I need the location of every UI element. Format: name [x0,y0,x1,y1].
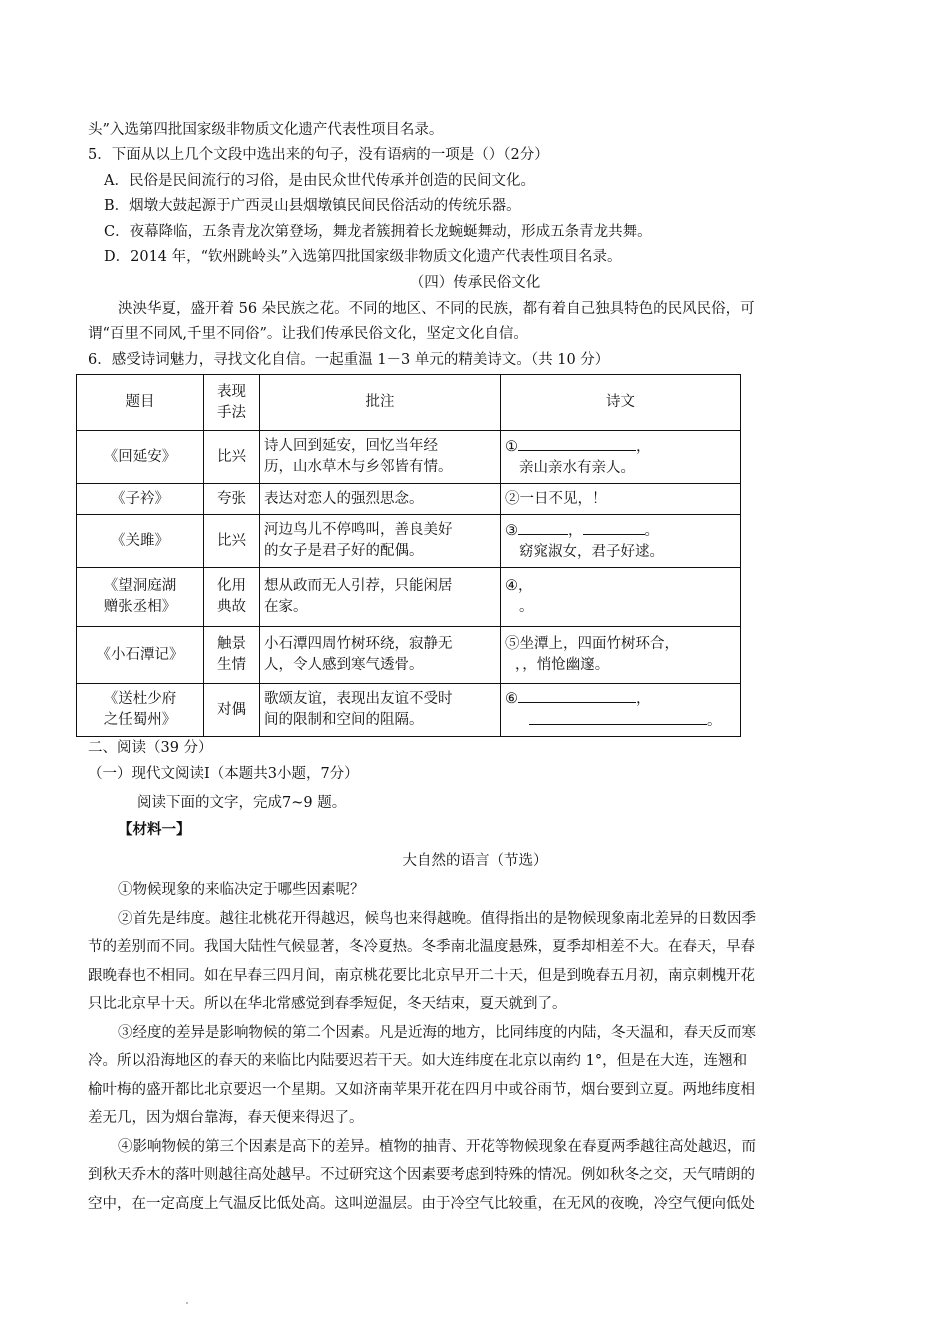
section-4-paragraph-line-2: 谓“百里不同风,千里不同俗”。让我们传承民俗文化，坚定文化自信。 [88,326,528,342]
row-technique: 对偶 [204,684,260,737]
row-title: 《子衿》 [77,484,204,515]
answer-blank[interactable] [529,710,707,725]
row-note: 想从政而无人引荐，只能闲居 在家。 [260,568,501,627]
row-technique: 化用 典故 [204,568,260,627]
row-poem-text: ⑤坐潭上，四面竹树环合， ，，悄怆幽邃。 [501,627,741,684]
article-paragraph-4-line: ④影响物候的第三个因素是高下的差异。植物的抽青、开花等物候现象在春夏两季越往高处越迟，而 [118,1139,756,1155]
table-row [77,431,741,484]
article-paragraph-2-line: ②首先是纬度。越往北桃花开得越迟，候鸟也来得越晚。值得指出的是物候现象南北差异的日数因季 [118,911,756,927]
row-technique: 比兴 [204,431,260,484]
row-poem-text: ① ， 亲山亲水有亲人。 [501,431,741,484]
reading-subsection-heading: （一）现代文阅读Ⅰ（本题共3小题，7分） [88,766,359,782]
header-text: 诗文 [501,375,741,431]
question-5-option-a: A．民俗是民间流行的习俗，是由民众世代传承并创造的民间文化。 [104,173,535,189]
answer-blank[interactable] [518,436,636,451]
question-5-stem: 5．下面从以上几个文段中选出来的句子，没有语病的一项是（）（2分） [88,147,549,163]
row-title: 《送杜少府 之任蜀州》 [77,684,204,737]
article-title: 大自然的语言（节选） [402,853,548,869]
question-5-option-d: D．2014 年，“钦州跳岭头”入选第四批国家级非物质文化遗产代表性项目名录。 [104,249,622,265]
header-note: 批注 [260,375,501,431]
answer-blank[interactable] [518,520,568,535]
article-paragraph-3-line: 榆叶梅的盛开都比北京要迟一个星期。又如济南苹果开花在四月中或谷雨节，烟台要到立夏。两地纬度相 [88,1082,755,1098]
article-paragraph-3-line: 差无几，因为烟台靠海，春天便来得迟了。 [88,1110,364,1126]
row-poem-text: ③ ， 。 窈窕淑女，君子好逑。 [501,515,741,568]
reading-instruction: 阅读下面的文字，完成7~9 题。 [137,795,347,811]
table-row [77,484,741,515]
article-paragraph-1: ①物候现象的来临决定于哪些因素呢？ [118,882,365,898]
header-technique: 表现 手法 [204,375,260,431]
section-4-paragraph-line-1: 泱泱华夏，盛开着 56 朵民族之花。不同的地区、不同的民族，都有着自己独具特色的民风民俗，可 [118,301,755,317]
poem-table [76,374,741,737]
table-row [77,568,741,627]
row-technique: 比兴 [204,515,260,568]
row-poem-text: ④， 。 [501,568,741,627]
row-title: 《小石潭记》 [77,627,204,684]
question-5-option-b: B．烟墩大鼓起源于广西灵山县烟墩镇民间民俗活动的传统乐器。 [104,198,521,214]
table-header-row [77,375,741,431]
row-technique: 夸张 [204,484,260,515]
article-paragraph-3-line: ③经度的差异是影响物候的第二个因素。凡是近海的地方，比同纬度的内陆，冬天温和，春天反而寒 [118,1025,756,1041]
scan-speck [186,1302,188,1304]
section-4-heading: （四）传承民俗文化 [409,275,541,291]
table-row [77,627,741,684]
intro-line: 头”入选第四批国家级非物质文化遗产代表性项目名录。 [88,122,444,138]
question-6-stem: 6．感受诗词魅力，寻找文化自信。一起重温 1－3 单元的精美诗文。（共 10 分） [88,352,610,368]
header-title: 题目 [77,375,204,431]
article-paragraph-4-line: 到秋天乔木的落叶则越往高处越早。不过研究这个因素要考虑到特殊的情况。例如秋冬之交，天气晴朗的 [88,1167,755,1183]
row-note: 表达对恋人的强烈思念。 [260,484,501,515]
row-poem-text: ②一日不见，！ [501,484,741,515]
article-paragraph-2-line: 跟晚春也不相同。如在早春三四月间，南京桃花要比北京早开二十天，但是到晚春五月初，南京刺槐开花 [88,968,755,984]
question-5-option-c: C．夜幕降临，五条青龙次第登场，舞龙者簇拥着长龙蜿蜒舞动，形成五条青龙共舞。 [104,224,652,240]
row-note: 小石潭四周竹树环绕，寂静无 人，令人感到寒气透骨。 [260,627,501,684]
row-title: 《回延安》 [77,431,204,484]
row-technique: 触景 生情 [204,627,260,684]
answer-blank[interactable] [518,688,636,703]
article-paragraph-2-line: 只比北京早十天。所以在华北常感觉到春季短促，冬天结束，夏天就到了。 [88,996,567,1012]
material-label: 【材料一】 [118,821,191,838]
article-paragraph-4-line: 空中，在一定高度上气温反比低处高。这叫逆温层。由于冷空气比较重，在无风的夜晚，冷空气便向低处 [88,1196,755,1212]
reading-section-heading: 二、阅读（39 分） [88,740,213,756]
article-paragraph-3-line: 冷。所以沿海地区的春天的来临比内陆要迟若干天。如大连纬度在北京以南约 1°，但是在大连，连翘和 [88,1053,748,1069]
row-note: 诗人回到延安，回忆当年经 历，山水草木与乡邻皆有情。 [260,431,501,484]
row-note: 歌颂友谊，表现出友谊不受时 间的限制和空间的阻隔。 [260,684,501,737]
row-poem-text: ⑥ ， 。 [501,684,741,737]
table-row [77,684,741,737]
row-title: 《望洞庭湖 赠张丞相》 [77,568,204,627]
row-note: 河边鸟儿不停鸣叫，善良美好 的女子是君子好的配偶。 [260,515,501,568]
answer-blank[interactable] [583,520,645,535]
row-title: 《关雎》 [77,515,204,568]
article-paragraph-2-line: 节的差别而不同。我国大陆性气候显著，冬冷夏热。冬季南北温度悬殊，夏季却相差不大。在春天，早春 [88,939,755,955]
table-row [77,515,741,568]
